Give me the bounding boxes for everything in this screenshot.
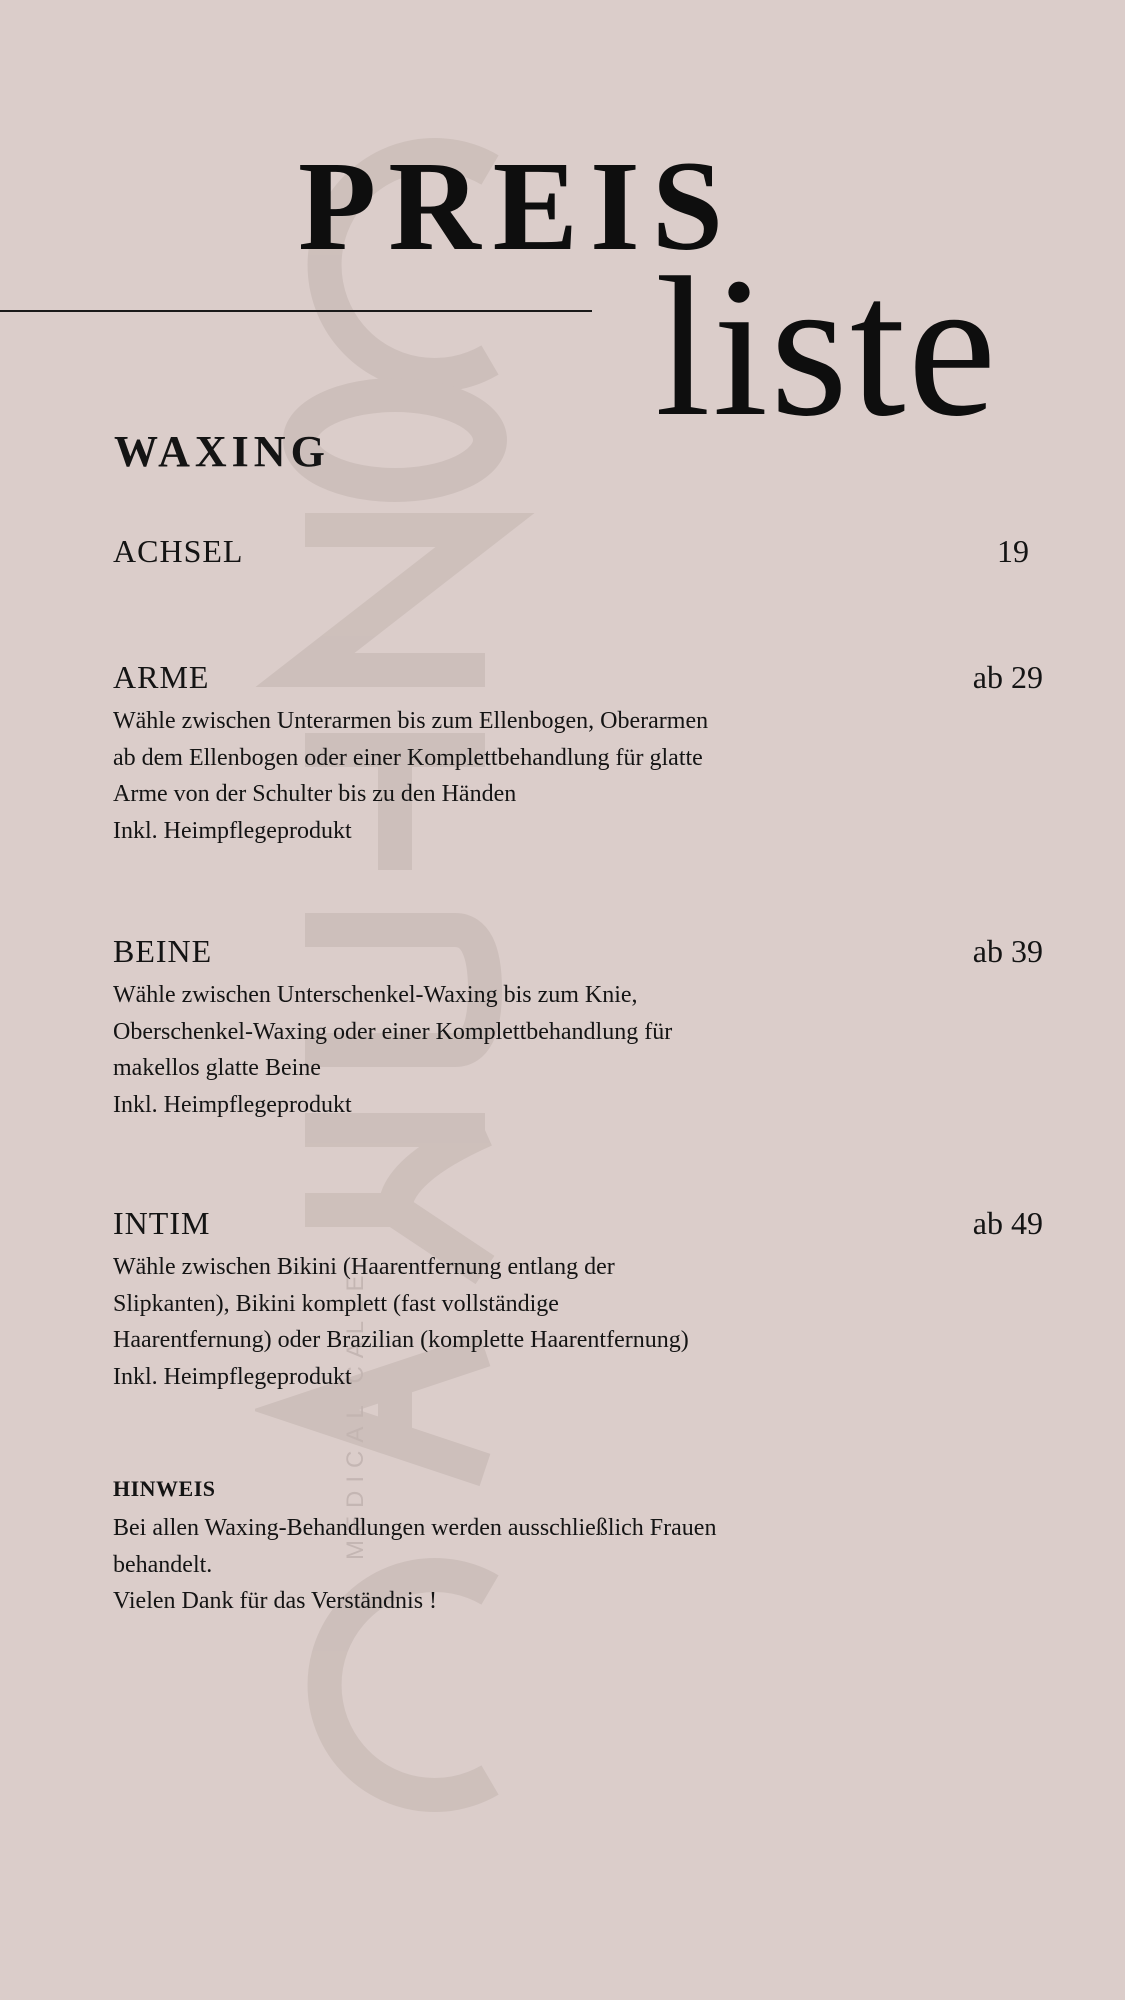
description-line: Slipkanten), Bikini komplett (fast vollständige bbox=[113, 1290, 559, 1317]
description-line: Inkl. Heimpflegeprodukt bbox=[113, 1363, 352, 1390]
price-item-beine bbox=[113, 935, 1043, 1123]
description-line: makellos glatte Beine bbox=[113, 1055, 321, 1081]
description-line: Inkl. Heimpflegeprodukt bbox=[113, 817, 352, 844]
price-item-intim bbox=[113, 1207, 1043, 1395]
title-divider-line bbox=[0, 310, 592, 312]
item-price: ab 39 bbox=[972, 933, 1043, 969]
note-line: Bei allen Waxing-Behandlungen werden ausschließlich Frauen bbox=[113, 1515, 717, 1541]
item-description bbox=[113, 703, 763, 849]
item-price: ab 29 bbox=[972, 659, 1043, 695]
watermark-subtext: MEDICAL CALLE bbox=[342, 1267, 369, 1560]
page-title-preis: PREIS bbox=[298, 135, 735, 277]
item-description bbox=[113, 977, 763, 1123]
item-name: INTIM bbox=[113, 1205, 211, 1241]
item-price: ab 49 bbox=[972, 1205, 1043, 1241]
section-title-waxing: WAXING bbox=[114, 427, 330, 476]
item-name: BEINE bbox=[113, 933, 213, 969]
note-text bbox=[113, 1510, 813, 1620]
item-description bbox=[113, 1249, 763, 1395]
description-line: Oberschenkel-Waxing oder einer Komplettbehandlung für bbox=[113, 1018, 673, 1045]
price-item-achsel bbox=[113, 535, 1043, 567]
note-line: Vielen Dank für das Verständnis ! bbox=[113, 1588, 438, 1614]
description-line: Arme von der Schulter bis zu den Händen bbox=[113, 781, 517, 807]
description-line: ab dem Ellenbogen oder einer Komplettbehandlung für glatte bbox=[113, 744, 703, 771]
item-name: ARME bbox=[113, 659, 210, 695]
price-item-arme bbox=[113, 661, 1043, 849]
note-block bbox=[113, 1478, 813, 1620]
description-line: Inkl. Heimpflegeprodukt bbox=[113, 1091, 352, 1118]
description-line: Wähle zwischen Unterschenkel-Waxing bis zum Knie, bbox=[113, 982, 638, 1008]
description-line: Wähle zwischen Unterarmen bis zum Ellenbogen, Oberarmen bbox=[113, 708, 709, 734]
item-name: ACHSEL bbox=[113, 533, 244, 569]
page-title-liste: liste bbox=[655, 237, 999, 458]
note-line: behandelt. bbox=[113, 1551, 213, 1578]
description-line: Wähle zwischen Bikini (Haarentfernung entlang der bbox=[113, 1254, 615, 1280]
description-line: Haarentfernung) oder Brazilian (komplette Haarentfernung) bbox=[113, 1327, 689, 1353]
note-title: HINWEIS bbox=[113, 1476, 216, 1501]
item-price: 19 bbox=[997, 533, 1029, 569]
